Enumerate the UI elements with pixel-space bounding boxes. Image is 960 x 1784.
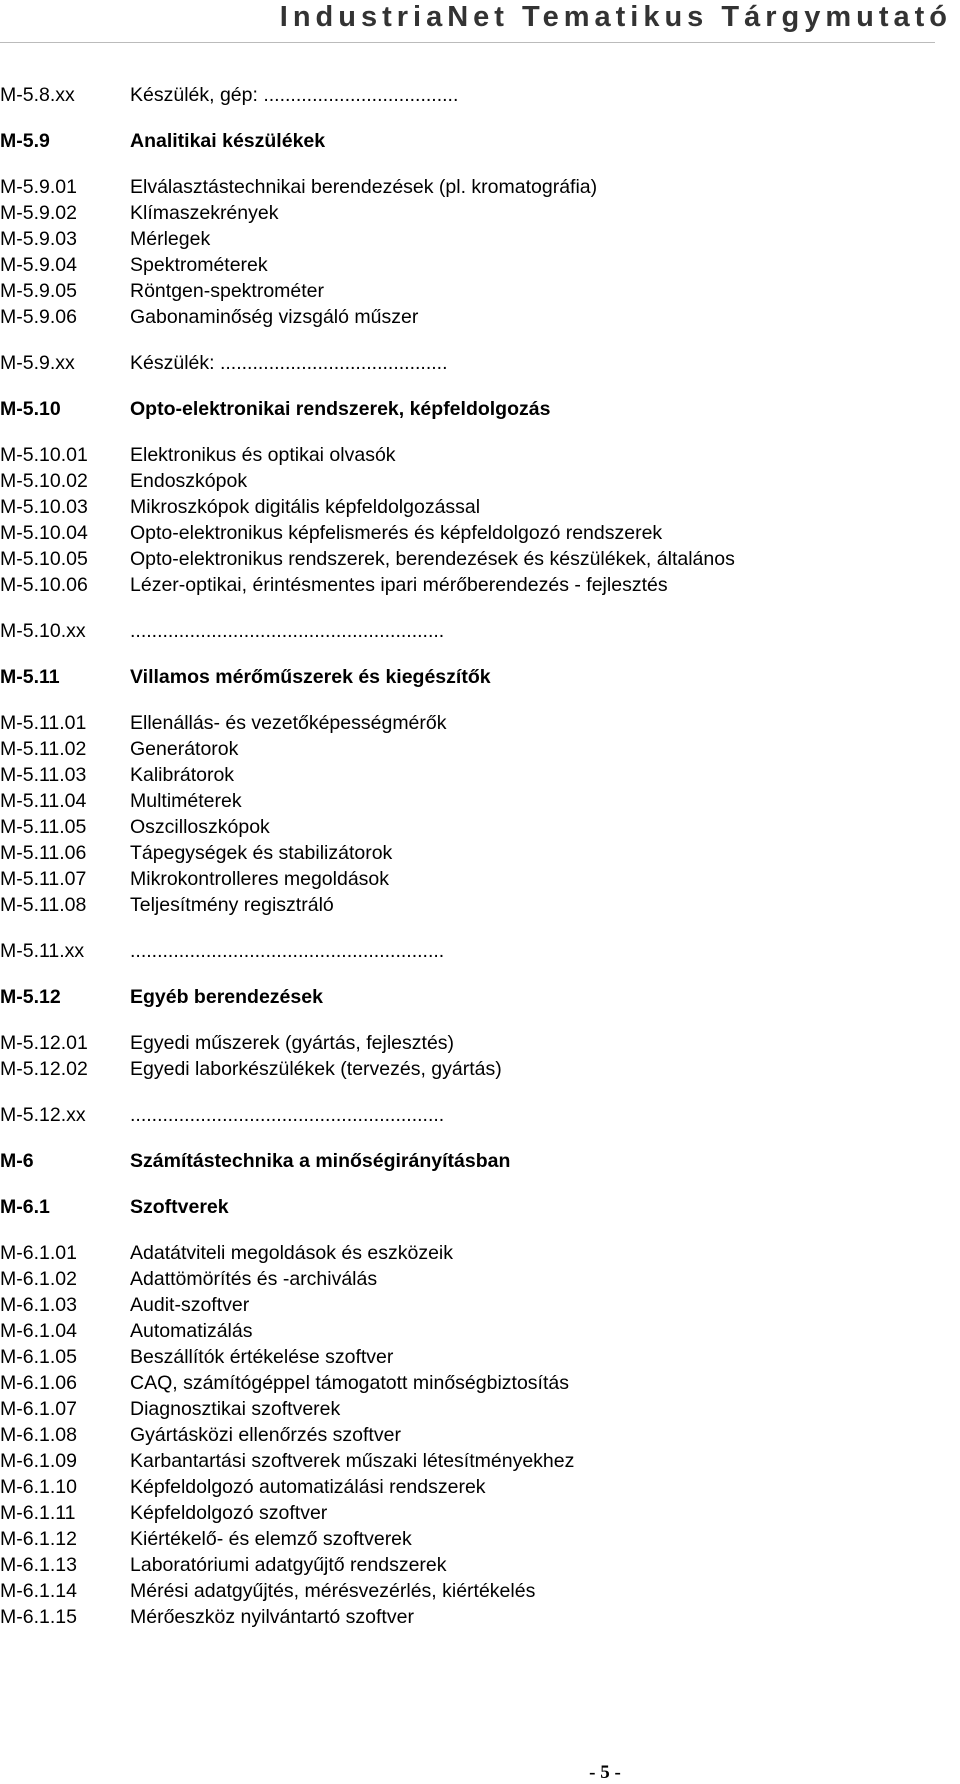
- index-group: [0, 128, 940, 154]
- index-label: Szoftverek: [130, 1196, 229, 1218]
- index-label: Klímaszekrények: [130, 202, 279, 224]
- index-code: M-5.10.04: [0, 522, 88, 544]
- index-row: [0, 1240, 940, 1266]
- index-code: M-5.10.05: [0, 548, 88, 570]
- index-list: [0, 82, 940, 1650]
- index-heading-row: [0, 984, 940, 1010]
- index-code: M-5.9.01: [0, 176, 77, 198]
- index-label: Mikrokontrolleres megoldások: [130, 868, 390, 890]
- index-code: M-6.1.06: [0, 1372, 77, 1394]
- index-label: Gabonaminőség vizsgáló műszer: [130, 306, 419, 328]
- index-label: Spektrométerek: [130, 254, 268, 276]
- index-group: [0, 350, 940, 376]
- index-label: Röntgen-spektrométer: [130, 280, 325, 302]
- index-row: [0, 892, 940, 918]
- index-row: [0, 1604, 940, 1630]
- index-code: M-5.9.xx: [0, 352, 75, 374]
- index-label: Automatizálás: [130, 1320, 253, 1342]
- index-row: [0, 252, 940, 278]
- page-header-title: IndustriaNet Tematikus Tárgymutató: [279, 1, 952, 33]
- index-row: [0, 468, 940, 494]
- index-group: [0, 710, 940, 918]
- index-code: M-5.9.05: [0, 280, 77, 302]
- index-label: Készülék, gép: ....................................: [130, 84, 459, 106]
- index-label: Mikroszkópok digitális képfeldolgozással: [130, 496, 481, 518]
- index-code: M-6.1.12: [0, 1528, 77, 1550]
- index-label: Endoszkópok: [130, 470, 248, 492]
- index-row: [0, 1344, 940, 1370]
- index-row: [0, 736, 940, 762]
- index-code: M-6.1.01: [0, 1242, 77, 1264]
- index-label: Villamos mérőműszerek és kiegészítők: [130, 666, 491, 688]
- index-group: [0, 174, 940, 330]
- index-row: [0, 1526, 940, 1552]
- index-group: [0, 1148, 940, 1174]
- index-code: M-5.11.08: [0, 894, 87, 916]
- index-label: Kiértékelő- és elemző szoftverek: [130, 1528, 412, 1550]
- index-row: [0, 1578, 940, 1604]
- index-code: M-5.10: [0, 398, 61, 420]
- index-label: Egyéb berendezések: [130, 986, 323, 1008]
- index-code: M-5.11.04: [0, 790, 87, 812]
- index-row: [0, 866, 940, 892]
- index-label: Számítástechnika a minőségirányításban: [130, 1150, 511, 1172]
- index-row: [0, 938, 940, 964]
- index-row: [0, 304, 940, 330]
- index-group: [0, 664, 940, 690]
- index-row: [0, 1102, 940, 1128]
- index-row: [0, 1500, 940, 1526]
- index-code: M-5.11.03: [0, 764, 87, 786]
- index-label: Opto-elektronikai rendszerek, képfeldolgozás: [130, 398, 551, 420]
- index-label: Egyedi műszerek (gyártás, fejlesztés): [130, 1032, 455, 1054]
- index-code: M-5.12.xx: [0, 1104, 86, 1126]
- index-label: Laboratóriumi adatgyűjtő rendszerek: [130, 1554, 447, 1576]
- index-code: M-5.10.03: [0, 496, 88, 518]
- index-code: M-6.1.15: [0, 1606, 77, 1628]
- index-label: Adatátviteli megoldások és eszközeik: [130, 1242, 453, 1264]
- index-row: [0, 1396, 940, 1422]
- index-code: M-6.1.10: [0, 1476, 77, 1498]
- index-group: [0, 1240, 940, 1630]
- index-label: Tápegységek és stabilizátorok: [130, 842, 393, 864]
- index-code: M-5.8.xx: [0, 84, 75, 106]
- index-label: Teljesítmény regisztráló: [130, 894, 334, 916]
- index-group: [0, 618, 940, 644]
- index-row: [0, 82, 940, 108]
- index-label: Képfeldolgozó szoftver: [130, 1502, 328, 1524]
- index-heading-row: [0, 664, 940, 690]
- index-group: [0, 1194, 940, 1220]
- index-row: [0, 618, 940, 644]
- index-heading-row: [0, 1194, 940, 1220]
- index-label: Opto-elektronikus képfelismerés és képfeldolgozó rendszerek: [130, 522, 663, 544]
- index-code: M-6.1.04: [0, 1320, 77, 1342]
- index-label: Audit-szoftver: [130, 1294, 250, 1316]
- index-code: M-5.12.01: [0, 1032, 88, 1054]
- index-code: M-5.10.02: [0, 470, 88, 492]
- index-code: M-5.10.06: [0, 574, 88, 596]
- index-group: [0, 82, 940, 108]
- index-row: [0, 1474, 940, 1500]
- index-label: Beszállítók értékelése szoftver: [130, 1346, 394, 1368]
- index-label: Képfeldolgozó automatizálási rendszerek: [130, 1476, 486, 1498]
- index-code: M-5.9.03: [0, 228, 77, 250]
- index-row: [0, 1056, 940, 1082]
- index-code: M-6.1.13: [0, 1554, 77, 1576]
- index-label: Opto-elektronikus rendszerek, berendezések és készülékek, általános: [130, 548, 735, 570]
- index-heading-row: [0, 396, 940, 422]
- index-row: [0, 174, 940, 200]
- index-row: [0, 814, 940, 840]
- index-code: M-5.11.07: [0, 868, 87, 890]
- index-code: M-5.11.xx: [0, 940, 85, 962]
- index-code: M-6.1.08: [0, 1424, 77, 1446]
- index-code: M-6.1: [0, 1196, 50, 1218]
- index-row: [0, 200, 940, 226]
- index-label: Oszcilloszkópok: [130, 816, 270, 838]
- index-code: M-6.1.07: [0, 1398, 77, 1420]
- index-row: [0, 1448, 940, 1474]
- index-row: [0, 278, 940, 304]
- index-label: Karbantartási szoftverek műszaki létesítményekhez: [130, 1450, 575, 1472]
- index-code: M-5.12: [0, 986, 61, 1008]
- index-code: M-5.10.01: [0, 444, 88, 466]
- index-label: Gyártásközi ellenőrzés szoftver: [130, 1424, 401, 1446]
- index-label: Egyedi laborkészülékek (tervezés, gyártás): [130, 1058, 502, 1080]
- index-code: M-5.9.06: [0, 306, 77, 328]
- index-label: ..........................................................: [130, 1104, 445, 1126]
- index-heading-row: [0, 1148, 940, 1174]
- index-label: CAQ, számítógéppel támogatott minőségbiztosítás: [130, 1372, 569, 1394]
- index-label: Mérési adatgyűjtés, mérésvezérlés, kiértékelés: [130, 1580, 536, 1602]
- index-code: M-6.1.09: [0, 1450, 77, 1472]
- index-row: [0, 762, 940, 788]
- index-code: M-5.12.02: [0, 1058, 88, 1080]
- index-group: [0, 1102, 940, 1128]
- index-label: Generátorok: [130, 738, 239, 760]
- index-code: M-6.1.02: [0, 1268, 77, 1290]
- index-code: M-5.11.05: [0, 816, 87, 838]
- index-label: Elválasztástechnikai berendezések (pl. kromatográfia): [130, 176, 598, 198]
- index-row: [0, 546, 940, 572]
- index-row: [0, 1422, 940, 1448]
- index-label: Elektronikus és optikai olvasók: [130, 444, 396, 466]
- index-code: M-6.1.05: [0, 1346, 77, 1368]
- index-code: M-6: [0, 1150, 34, 1172]
- index-row: [0, 442, 940, 468]
- index-code: M-5.9.02: [0, 202, 77, 224]
- index-group: [0, 938, 940, 964]
- index-code: M-5.9: [0, 130, 50, 152]
- index-row: [0, 1552, 940, 1578]
- index-code: M-6.1.11: [0, 1502, 76, 1524]
- index-row: [0, 226, 940, 252]
- index-label: Lézer-optikai, érintésmentes ipari mérőberendezés - fejlesztés: [130, 574, 668, 596]
- index-label: Készülék: ..........................................: [130, 352, 448, 374]
- index-group: [0, 984, 940, 1010]
- index-row: [0, 1318, 940, 1344]
- index-label: Diagnosztikai szoftverek: [130, 1398, 341, 1420]
- index-label: Ellenállás- és vezetőképességmérők: [130, 712, 447, 734]
- index-code: M-5.11.06: [0, 842, 87, 864]
- index-row: [0, 350, 940, 376]
- index-row: [0, 840, 940, 866]
- index-code: M-5.11: [0, 666, 60, 688]
- index-group: [0, 396, 940, 422]
- index-row: [0, 1370, 940, 1396]
- index-label: ..........................................................: [130, 620, 445, 642]
- index-group: [0, 442, 940, 598]
- index-label: Kalibrátorok: [130, 764, 235, 786]
- index-label: Adattömörítés és -archiválás: [130, 1268, 378, 1290]
- index-row: [0, 494, 940, 520]
- index-label: Mérőeszköz nyilvántartó szoftver: [130, 1606, 414, 1628]
- index-row: [0, 520, 940, 546]
- index-code: M-6.1.14: [0, 1580, 77, 1602]
- index-group: [0, 1030, 940, 1082]
- index-row: [0, 1030, 940, 1056]
- index-row: [0, 572, 940, 598]
- index-row: [0, 710, 940, 736]
- index-heading-row: [0, 128, 940, 154]
- index-code: M-6.1.03: [0, 1294, 77, 1316]
- index-row: [0, 788, 940, 814]
- index-code: M-5.10.xx: [0, 620, 86, 642]
- index-row: [0, 1266, 940, 1292]
- index-label: Mérlegek: [130, 228, 211, 250]
- index-label: ..........................................................: [130, 940, 445, 962]
- index-label: Multiméterek: [130, 790, 242, 812]
- index-code: M-5.9.04: [0, 254, 77, 276]
- index-code: M-5.11.01: [0, 712, 87, 734]
- page-number: - 5 -: [589, 1762, 621, 1783]
- index-code: M-5.11.02: [0, 738, 87, 760]
- index-label: Analitikai készülékek: [130, 130, 326, 152]
- index-row: [0, 1292, 940, 1318]
- header-divider: [0, 42, 935, 43]
